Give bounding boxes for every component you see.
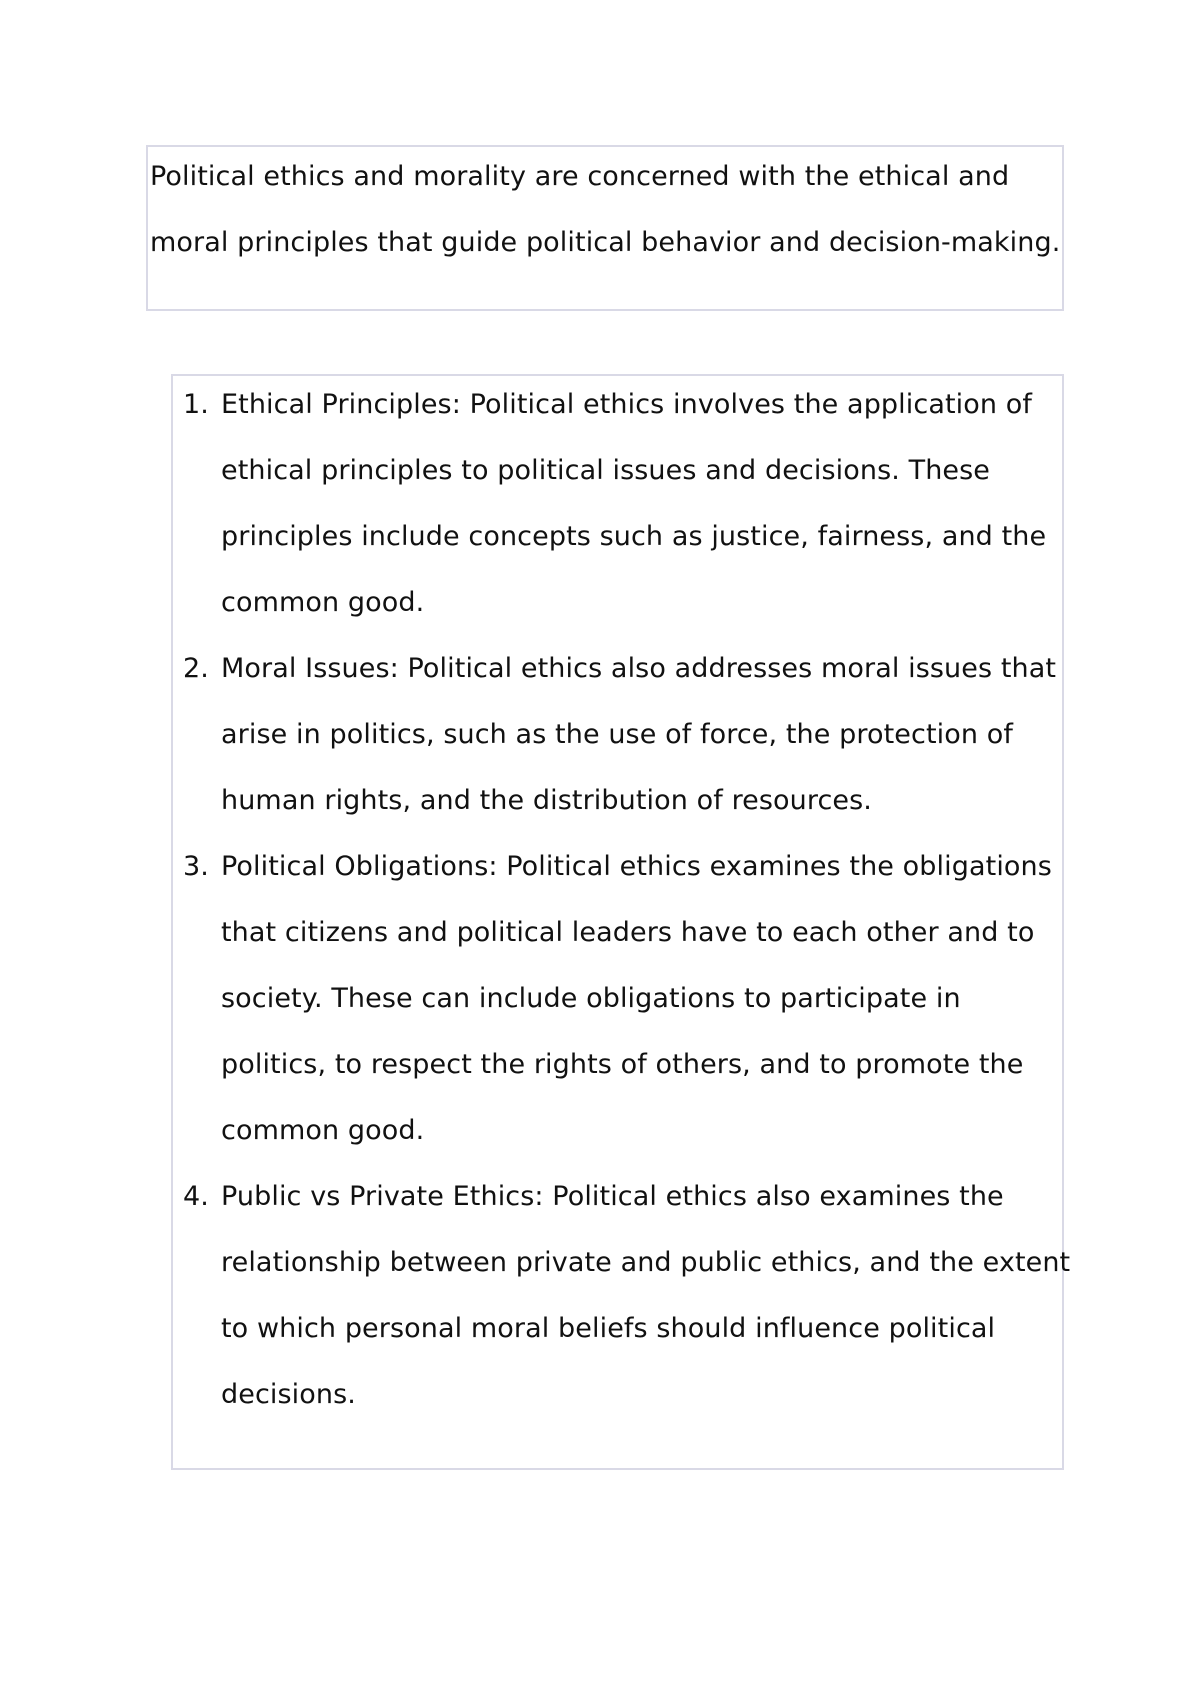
list-item-number: 4.	[183, 1181, 209, 1212]
list-item	[173, 834, 1073, 1164]
intro-box	[146, 145, 1064, 311]
list-item-number: 3.	[183, 851, 209, 882]
list-item-text: Moral Issues: Political ethics also addresses moral issues that arise in politics, such as the use of force, the protection of human rights, and the distribution of resources.	[221, 653, 1057, 816]
points-list	[173, 372, 1073, 1428]
list-item	[173, 372, 1073, 636]
list-item-number: 1.	[183, 389, 209, 420]
intro-paragraph: Political ethics and morality are concerned with the ethical and moral principles that guide political behavior and decision-making.	[150, 161, 1061, 258]
list-item	[173, 1164, 1073, 1428]
points-list-box	[171, 374, 1071, 1470]
list-item-text: Ethical Principles: Political ethics involves the application of ethical principles to political issues and decisions. These principles include concepts such as justice, fairness, and the common good.	[221, 389, 1047, 618]
list-item-number: 2.	[183, 653, 209, 684]
list-item	[173, 636, 1073, 834]
list-item-text: Political Obligations: Political ethics examines the obligations that citizens and political leaders have to each other and to society. These can include obligations to participate in politics, to respect the rights of others, and to promote the common good.	[221, 851, 1052, 1146]
list-item-text: Public vs Private Ethics: Political ethics also examines the relationship between private and public ethics, and the extent to which personal moral beliefs should influence political decisions.	[221, 1181, 1071, 1410]
